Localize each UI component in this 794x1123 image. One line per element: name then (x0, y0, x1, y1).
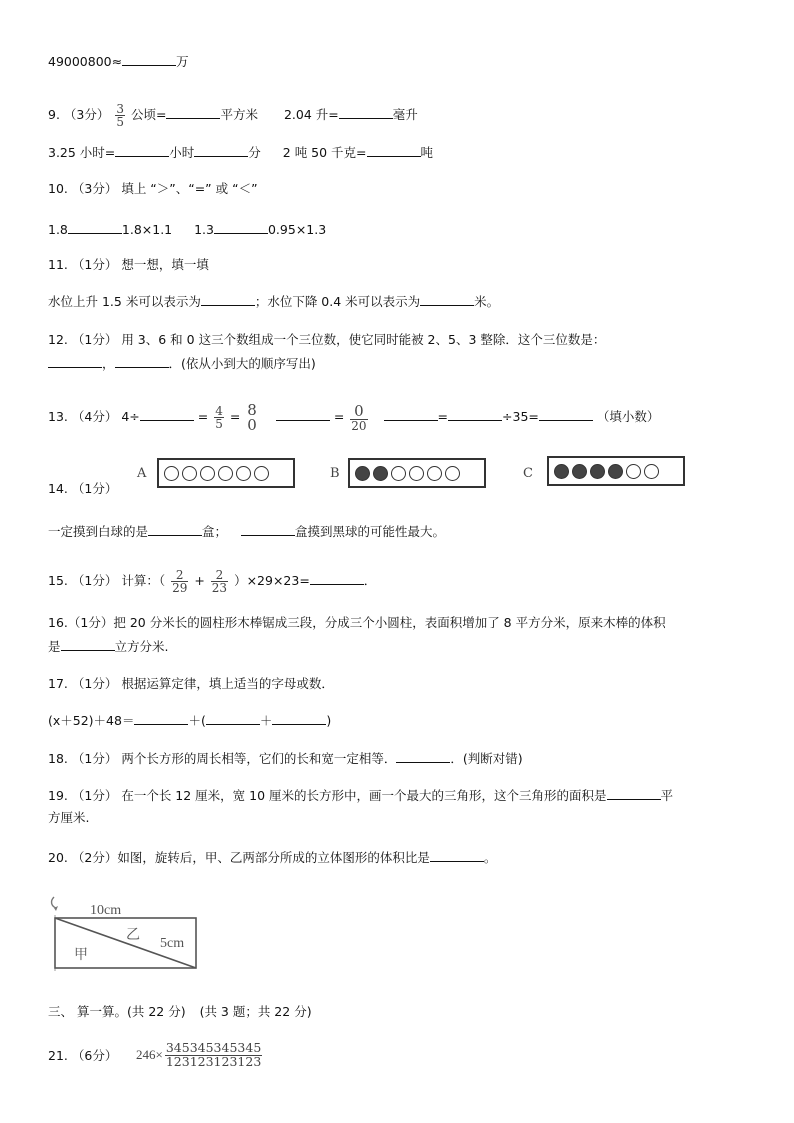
answer-blank[interactable] (367, 143, 421, 157)
answer-blank[interactable] (206, 711, 260, 725)
fraction: $\frac{3}{5}$ (116, 102, 124, 129)
ball-box-b (348, 458, 486, 488)
black-ball (373, 466, 388, 481)
answer-blank[interactable] (140, 407, 194, 421)
box-label-a: A (137, 466, 147, 481)
fraction: $\frac{4}{5}$ (215, 404, 223, 431)
ball-box-a (157, 458, 295, 488)
answer-blank[interactable] (539, 407, 593, 421)
white-ball (218, 466, 233, 481)
white-ball (200, 466, 215, 481)
black-ball (355, 466, 370, 481)
black-ball (572, 464, 587, 479)
question-9-line2: 3.25 小时= 小时 分 2 吨 50 千克= 吨 (48, 145, 434, 160)
fraction: $\frac{0}{20}$ (351, 401, 367, 433)
question-20: 20. （2分）如图，旋转后，甲、乙两部分所成的立体图形的体积比是 。 (48, 850, 497, 865)
question-17-line2: (x＋52)＋48＝ ＋( ＋ ) (48, 713, 332, 728)
white-ball (254, 466, 269, 481)
white-ball (644, 464, 659, 479)
label-right-width: 5cm (160, 936, 185, 951)
section-3-title: 三、 算一算。(共 22 分) (共 3 题；共 22 分) (48, 1004, 312, 1019)
fraction: $\frac{345345345345}{123123123123}$ (165, 1040, 262, 1069)
answer-blank[interactable] (115, 354, 169, 368)
rectangle-rotation-figure (48, 893, 208, 975)
question-11-line2: 水位上升 1.5 米可以表示为 ；水位下降 0.4 米可以表示为 米。 (48, 294, 500, 309)
question-16-line2: 是 立方分米. (48, 639, 169, 654)
answer-blank[interactable] (48, 354, 102, 368)
answer-blank[interactable] (122, 52, 176, 66)
question-13: 13. （4分） 4÷ = $\frac{4}{5}$ = 8 0 = $\frac{0}{20}$ = ÷35= （填小数） (48, 400, 660, 434)
label-top-length: 10cm (90, 903, 122, 918)
question-19: 19. （1分） 在一个长 12 厘米，宽 10 厘米的长方形中，画一个最大的三角形，这个三角形的面积是 平 (48, 788, 674, 803)
question-10-line2: 1.8 1.8×1.1 1.3 0.95×1.3 (48, 222, 327, 237)
white-ball (445, 466, 460, 481)
answer-blank[interactable] (448, 407, 502, 421)
white-ball (409, 466, 424, 481)
answer-blank[interactable] (276, 407, 330, 421)
question-10: 10. （3分） 填上 “＞”、“=” 或 “＜” (48, 181, 258, 196)
answer-blank[interactable] (166, 105, 220, 119)
question-9: 9. （3分） $\frac{3}{5}$ 公顷= 平方米 2.04 升= 毫升 (48, 102, 418, 129)
question-19-line2: 方厘米. (48, 810, 90, 825)
answer-blank[interactable] (396, 749, 450, 763)
answer-blank[interactable] (310, 571, 364, 585)
question-12: 12. （1分） 用 3、6 和 0 这三个数组成一个三位数，使它同时能被 2、5、3 整除．这个三位数是： (48, 332, 606, 347)
answer-blank[interactable] (272, 711, 326, 725)
white-ball (391, 466, 406, 481)
answer-blank[interactable] (134, 711, 188, 725)
answer-blank[interactable] (430, 848, 484, 862)
answer-blank[interactable] (201, 292, 255, 306)
answer-blank[interactable] (194, 143, 248, 157)
label-part-yi: 乙 (126, 927, 140, 943)
ball-box-c (547, 456, 685, 486)
question-21: 21. （6分） (48, 1048, 118, 1063)
box-label-c: C (523, 466, 533, 481)
answer-blank[interactable] (61, 637, 115, 651)
question-12-line2: ， ．(依从小到大的顺序写出) (48, 354, 316, 373)
answer-blank[interactable] (420, 292, 474, 306)
label-part-jia: 甲 (74, 947, 88, 963)
question-11: 11. （1分） 想一想，填一填 (48, 257, 209, 272)
box-label-b: B (330, 466, 340, 481)
question-17: 17. （1分） 根据运算定律，填上适当的字母或数． (48, 676, 334, 691)
black-ball (554, 464, 569, 479)
answer-blank[interactable] (339, 105, 393, 119)
fraction: $\frac{2}{23}$ (211, 568, 228, 595)
answer-blank[interactable] (607, 786, 661, 800)
answer-blank[interactable] (148, 522, 202, 536)
rotation-arrow-icon (52, 897, 56, 908)
question-14: 14. （1分） (48, 481, 118, 496)
question-18: 18. （1分） 两个长方形的周长相等，它们的长和宽一定相等． ．(判断对错) (48, 751, 523, 766)
question-14-line2: 一定摸到白球的是 盒； 盒摸到黑球的可能性最大。 (48, 524, 446, 539)
question-15: 15. （1分） 计算：（ $\frac{2}{29}$ + $\frac{2}{23}$ ）×29×23= ． (48, 568, 377, 595)
answer-blank[interactable] (115, 143, 169, 157)
answer-line-top: 49000800≈ 万 (48, 54, 189, 69)
white-ball (182, 466, 197, 481)
black-ball (590, 464, 605, 479)
question-16: 16.（1分）把 20 分米长的圆柱形木棒锯成三段，分成三个小圆柱，表面积增加了 8 平方分米，原来木棒的体积 (48, 615, 666, 630)
fraction: $\frac{2}{29}$ (172, 568, 188, 595)
white-ball (626, 464, 641, 479)
white-ball (236, 466, 251, 481)
black-ball (608, 464, 623, 479)
answer-blank[interactable] (214, 220, 268, 234)
answer-blank[interactable] (384, 407, 438, 421)
q21-expression: 246× $\frac{345345345345}{123123123123}$ (136, 1040, 262, 1069)
fraction: 8 0 (247, 400, 257, 434)
white-ball (164, 466, 179, 481)
answer-blank[interactable] (241, 522, 295, 536)
answer-blank[interactable] (68, 220, 122, 234)
white-ball (427, 466, 442, 481)
